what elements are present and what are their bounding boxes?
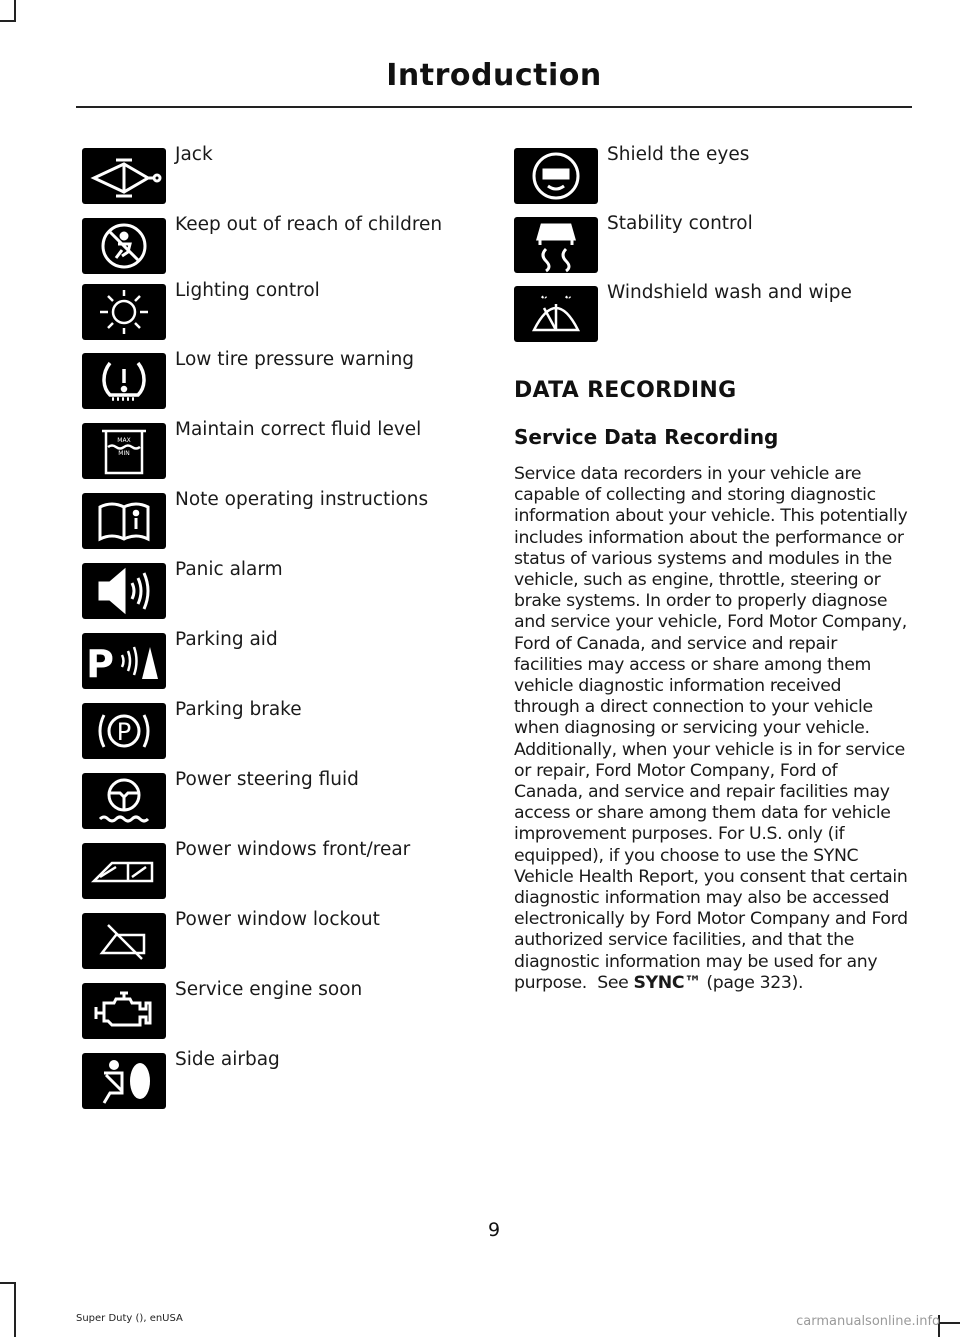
symbol-power-windows xyxy=(82,839,482,901)
symbol-tire-pressure xyxy=(82,349,482,411)
section-subheading: Service Data Recording xyxy=(514,425,779,449)
symbol-label: Parking aid xyxy=(175,629,278,650)
symbol-lighting-control xyxy=(82,280,482,342)
symbol-stability-control xyxy=(514,213,914,275)
crop-mark xyxy=(14,1282,16,1337)
power-windows-icon xyxy=(82,843,166,899)
symbol-label: Power steering fluid xyxy=(175,769,359,790)
side-airbag-icon xyxy=(82,1053,166,1109)
symbol-shield-eyes xyxy=(514,144,914,206)
symbol-label: Windshield wash and wipe xyxy=(607,282,852,303)
symbol-service-engine xyxy=(82,979,482,1041)
symbol-parking-brake xyxy=(82,699,482,761)
page-title: Introduction xyxy=(386,58,602,93)
symbol-parking-aid xyxy=(82,629,482,691)
symbol-label: Panic alarm xyxy=(175,559,283,580)
see-text: See xyxy=(597,972,629,993)
power-steering-fluid-icon xyxy=(82,773,166,829)
parking-aid-icon xyxy=(82,633,166,689)
page-reference: (page 323). xyxy=(706,972,804,993)
symbol-label: Keep out of reach of children xyxy=(175,214,443,235)
symbol-label: Parking brake xyxy=(175,699,302,720)
symbol-label: Low tire pressure warning xyxy=(175,349,415,370)
parking-brake-letter: P xyxy=(116,718,132,746)
shield-eyes-icon xyxy=(514,148,598,204)
symbol-label: Side airbag xyxy=(175,1049,280,1070)
symbol-jack xyxy=(82,144,482,206)
symbol-windshield-wash xyxy=(514,282,914,344)
symbol-power-steering-fluid xyxy=(82,769,482,831)
header-divider xyxy=(76,106,912,108)
symbol-fluid-level xyxy=(82,419,482,481)
crop-mark xyxy=(0,20,16,22)
jack-icon xyxy=(82,148,166,204)
symbol-label: Stability control xyxy=(607,213,753,234)
symbol-label: Power window lockout xyxy=(175,909,380,930)
watermark: carmanualsonline.info xyxy=(796,1314,940,1329)
stability-control-icon xyxy=(514,217,598,273)
windshield-wash-icon xyxy=(514,286,598,342)
tire-pressure-icon xyxy=(82,353,166,409)
fluid-min-text: MIN xyxy=(118,450,130,457)
power-window-lockout-icon xyxy=(82,913,166,969)
keep-away-children-icon xyxy=(82,218,166,274)
parking-aid-letter: P xyxy=(86,642,114,686)
parking-brake-icon xyxy=(82,703,166,759)
symbol-label: Jack xyxy=(175,144,213,165)
symbol-keep-away-children xyxy=(82,214,482,276)
symbol-operating-instructions xyxy=(82,489,482,551)
section-heading: DATA RECORDING xyxy=(514,378,737,403)
symbol-panic-alarm xyxy=(82,559,482,621)
crop-mark xyxy=(938,1322,960,1324)
symbol-side-airbag xyxy=(82,1049,482,1111)
symbol-label: Lighting control xyxy=(175,280,320,301)
edition-text: Super Duty (), enUSA xyxy=(76,1313,183,1324)
symbol-power-window-lockout xyxy=(82,909,482,971)
symbol-label: Service engine soon xyxy=(175,979,363,1000)
symbol-label: Note operating instructions xyxy=(175,489,429,510)
symbol-label: Power windows front/rear xyxy=(175,839,411,860)
crop-mark xyxy=(14,0,16,22)
lighting-control-icon xyxy=(82,284,166,340)
fluid-level-icon xyxy=(82,423,166,479)
panic-alarm-icon xyxy=(82,563,166,619)
paragraph-text: Service data recorders in your vehicle are capable of collecting and storing diagnostic information about your vehicle. This potentially includes information about the performance or status of various systems and modules in the vehicle, such as engine, throttle, steering or brake systems. In order to properly diagnose and service your vehicle, Ford Motor Company, Ford of Canada, and service and repair facilities may access or share among them vehicle diagnostic information received through a direct connection to your vehicle when diagnosing or servicing your vehicle. Additionally, when your vehicle is in for service or repair, Ford Motor Company, Ford of Canada, and service and repair facilities may access or share among them data for vehicle improvement purposes. For U.S. only (if equipped), if you choose to use the SYNC Vehicle Health Report, you consent that certain diagnostic information may also be accessed electronically by Ford Motor Company and Ford authorized service facilities, and that the diagnostic information may be used for any purpose. xyxy=(514,464,908,993)
symbol-label: Shield the eyes xyxy=(607,144,750,165)
fluid-max-text: MAX xyxy=(117,437,131,444)
crop-mark xyxy=(0,1282,16,1284)
symbol-label: Maintain correct fluid level xyxy=(175,419,422,440)
service-engine-icon xyxy=(82,983,166,1039)
page-number: 9 xyxy=(487,1219,501,1241)
sync-link[interactable]: SYNC™ xyxy=(633,972,702,993)
operating-instructions-icon xyxy=(82,493,166,549)
body-paragraph xyxy=(514,464,908,994)
